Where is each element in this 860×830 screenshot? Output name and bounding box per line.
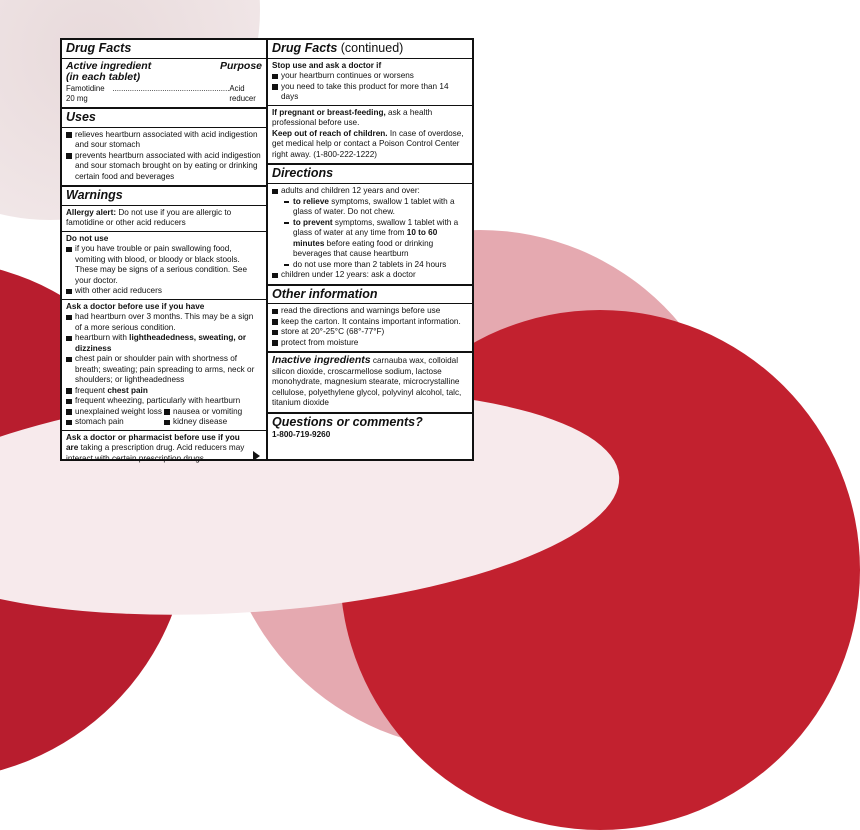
ask-doctor-item: heartburn with lightheadedness, sweating, or dizziness [66,333,262,354]
directions-subitem: to relieve symptoms, swallow 1 tablet with a glass of water. Do not chew. [284,197,468,218]
do-not-use-item: with other acid reducers [66,286,262,297]
keep-out-of-reach: Keep out of reach of children. In case of overdose, get medical help or contact a Poison Control Center right away. (1-800-222-1222) [272,128,464,159]
warnings-section [62,187,266,467]
active-ingredient-name: Famotidine 20 mg [66,83,105,103]
uses-section [62,109,266,187]
ask-doctor-item: kidney disease [164,417,262,428]
active-ingredient-section [62,40,266,109]
do-not-use-heading: Do not use [66,233,109,243]
active-ingredient-heading: Active ingredient [66,59,152,72]
pharmacist-warning: Ask a doctor or pharmacist before use if you are taking a prescription drug. Acid reducers may interact with certain prescription drugs. [66,432,245,463]
directions-subitem: to prevent symptoms, swallow 1 tablet with a glass of water at any time from 10 to 60 minutes before eating food or drinking beverages that cause heartburn [284,218,468,260]
other-information-item: read the directions and warnings before use [272,306,468,317]
directions-item: children under 12 years: ask a doctor [272,270,468,281]
ask-doctor-item: chest pain or shoulder pain with shortness of breath; sweating; pain spreading to arms, neck or shoulders; or lightheadedness [66,354,262,386]
drug-facts-panel-left [60,38,268,461]
stop-use-heading: Stop use and ask a doctor if [272,60,382,70]
pregnancy-warning: If pregnant or breast-feeding, ask a health professional before use. [272,107,433,128]
stop-use-item: your heartburn continues or worsens [272,71,468,82]
panel-title: Drug Facts [66,41,132,55]
inactive-ingredients-section [268,353,472,414]
active-ingredient-purpose: Acid reducer [229,83,256,103]
uses-heading: Uses [66,109,96,124]
inactive-ingredients: Inactive ingredients carnauba wax, colloidal silicon dioxide, croscarmellose sodium, lactose monohydrate, magnesium stearate, microcrystalline cellulose, polyethylene glycol, polyvinyl alcohol, talc, titanium dioxide [272,354,462,408]
ask-doctor-heading: Ask a doctor before use if you have [66,301,205,311]
uses-item: prevents heartburn associated with acid indigestion and sour stomach brought on by eating or drinking certain food and beverages [66,151,262,183]
active-ingredient-subheading: (in each tablet) [66,71,141,84]
continue-arrow-icon [253,451,260,461]
other-information-item: keep the carton. It contains important information. [272,317,468,328]
stop-use-item: you need to take this product for more than 14 days [272,82,468,103]
dot-leader: ...................................................... [112,83,230,93]
other-information-section [268,286,472,354]
ask-doctor-item: nausea or vomiting [164,407,262,418]
directions-heading: Directions [272,166,334,181]
uses-item: relieves heartburn associated with acid indigestion and sour stomach [66,130,262,151]
other-information-item: store at 20°-25°C (68°-77°F) [272,327,468,338]
panel-title-continued: Drug Facts (continued) [272,41,404,55]
ask-doctor-item: unexplained weight loss [66,407,164,418]
directions-item: adults and children 12 years and over: [272,186,468,197]
ask-doctor-item: frequent chest pain [66,386,262,397]
questions-section [268,414,472,443]
phone-number: 1-800-719-9260 [272,429,331,439]
ask-doctor-item: had heartburn over 3 months. This may be a sign of a more serious condition. [66,312,262,333]
drug-facts-panel-right [266,38,474,461]
other-information-heading: Other information [272,286,378,301]
do-not-use-item: if you have trouble or pain swallowing food, vomiting with blood, or bloody or black stools. These may be signs of a serious condition. See your doctor. [66,244,262,286]
questions-heading: Questions or comments? [272,414,423,429]
other-information-item: protect from moisture [272,338,468,349]
warnings-heading: Warnings [66,188,123,203]
ask-doctor-item: frequent wheezing, particularly with heartburn [66,396,262,407]
directions-subitem: do not use more than 2 tablets in 24 hours [284,260,468,271]
allergy-alert: Allergy alert: Do not use if you are allergic to famotidine or other acid reducers [66,207,232,228]
stop-use-section [268,40,472,165]
directions-section [268,165,472,285]
purpose-heading: Purpose [219,59,262,72]
ask-doctor-item: stomach pain [66,417,164,428]
